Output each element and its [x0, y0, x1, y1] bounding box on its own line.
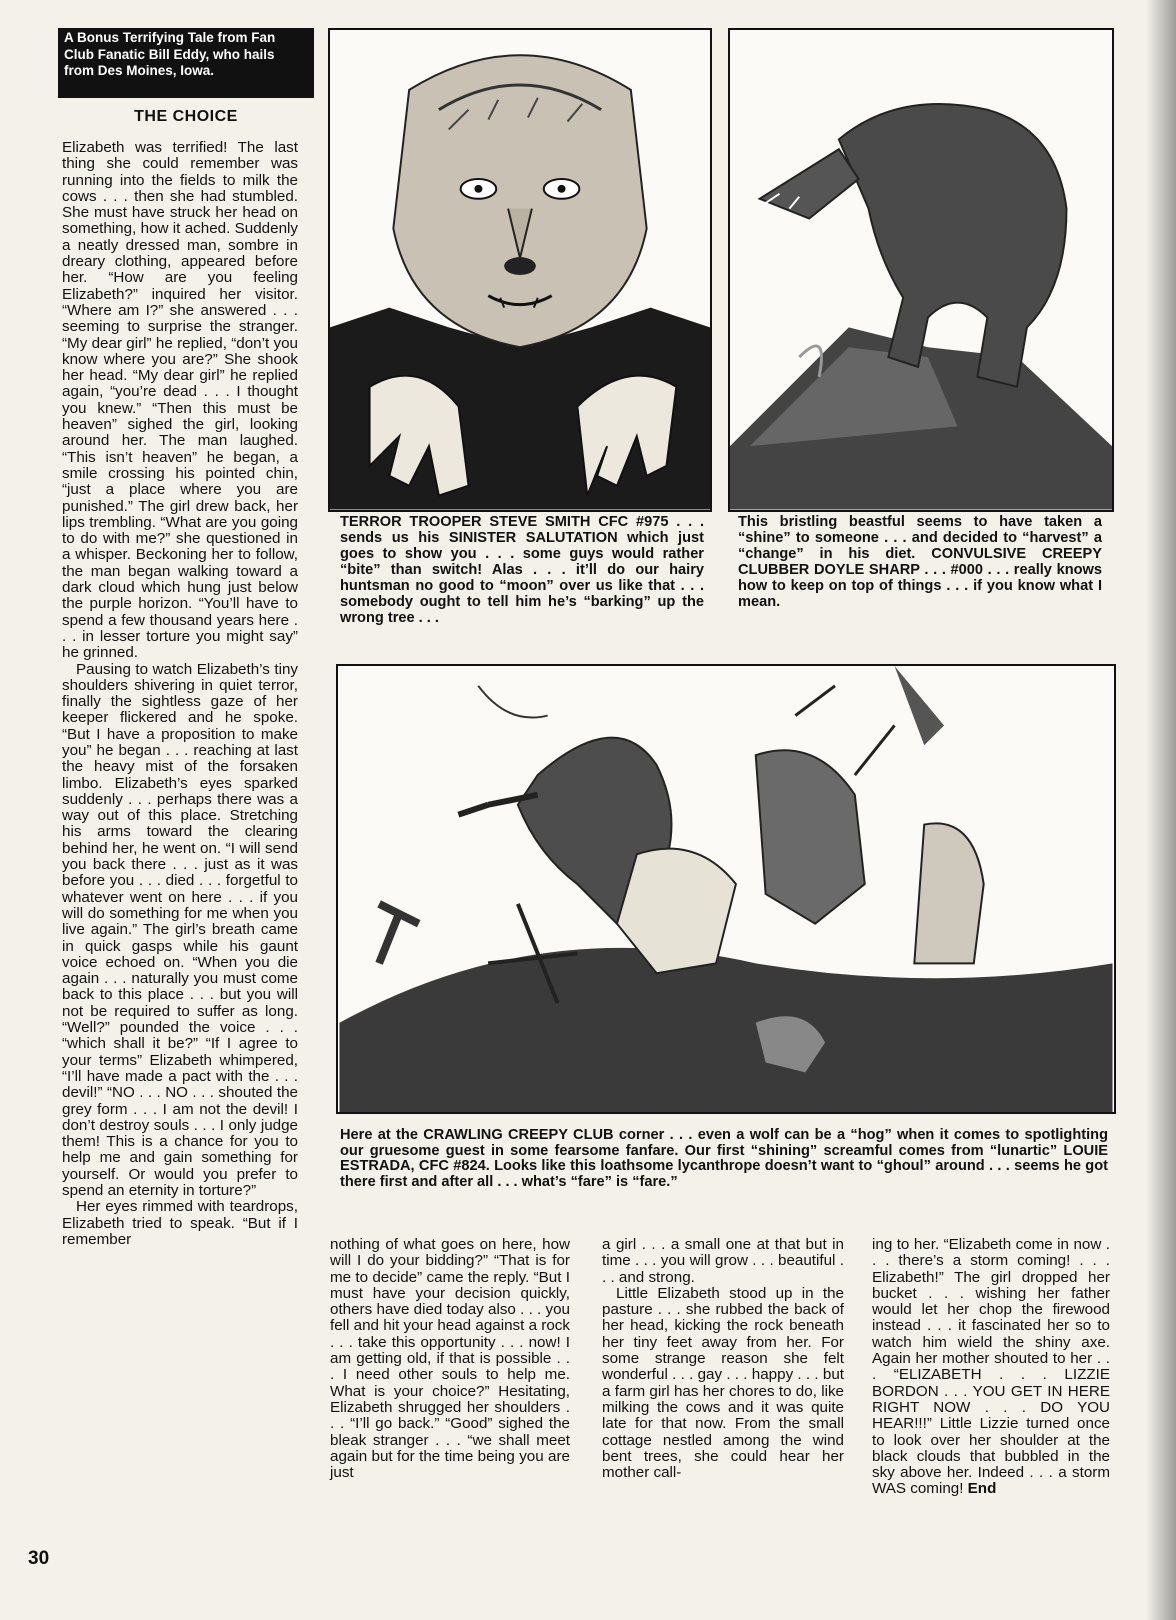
story-column-2 — [330, 1237, 570, 1481]
story-column-4 — [872, 1237, 1110, 1498]
caption-panel-3: Here at the CRAWLING CREEPY CLUB corner . . . even a wolf can be a “hog” when it comes to spotlighting our gruesome guest in some fearsome fanfare. Our first “shining” screamful comes from “lunartic” LOUIE ESTRADA, CFC #824. Looks like this loathsome lycanthrope doesn’t want to “ghoul” around . . . seems he got there first and after all . . . what’s “fare” is “fare.” — [340, 1127, 1108, 1190]
story-paragraph: nothing of what goes on here, how will I do your bidding?” “That is for me to decide” came the reply. “But I must have your decision quickly, others have died today also . . . you fell and hit your head against a rock . . . take this opportunity . . . now! I am getting old, if that is possible . . . I need other souls to help me. What is your choice?” Hesitating, Elizabeth shrugged her shoulders . . . “I’ll go back.” “Good” sighed the bleak stranger . . . “we shall meet again but for the time being you are just — [330, 1236, 570, 1482]
story-paragraph: a girl . . . a small one at that but in time . . . you will grow . . . beautiful . . . and strong. — [602, 1236, 844, 1286]
story-title: THE CHOICE — [134, 108, 238, 125]
intro-box: A Bonus Terrifying Tale from Fan Club Fanatic Bill Eddy, who hails from Des Moines, Iowa. — [58, 28, 314, 98]
werewolf-rock-illustration — [730, 30, 1112, 510]
page-number: 30 — [28, 1548, 50, 1569]
caption-panel-2: This bristling beastful seems to have taken a “shine” to someone . . . and decided to “harvest” a “change” in his diet. CONVULSIVE CREEPY CLUBBER DOYLE SHARP . . . #000 . . . really knows how to keep on top of things . . . if you know what I mean. — [738, 514, 1102, 610]
scan-shadow — [1146, 0, 1176, 1620]
artwork-wolfman-portrait — [328, 28, 712, 512]
story-paragraph: Elizabeth was terrified! The last thing she could remember was running into the fields to milk the cows . . . then she had stumbled. She must have struck her head on something, how it ached. Suddenly a neatly dressed man, sombre in dreary clothing, appeared before her. “How are you feeling Elizabeth?” inquired her visitor. “Where am I?” she answered . . . seeming to surprise the stranger. “My dear girl” he replied, “don’t you know where you are?” She shook her head. “My dear girl” he replied again, “you’re dead . . . I thought you knew.” “Then this must be heaven” sighed the girl, looking around her. The man laughed. “This isn’t heaven” he began, a smile crossing his pointed chin, “just a place where you are punished.” The girl drew back, her lips trembling. “What are you going to do with me?” she questioned in a whisper. Beckoning her to follow, the man began walking toward a dark cloud which hung just below the purple horizon. “You’ll have to spend a few thousand years here . . . in lesser torture you might say” he grinned. — [62, 139, 298, 662]
caption-panel-1: TERROR TROOPER STEVE SMITH CFC #975 . . . sends us his SINISTER SALUTATION which just goes to show you . . . some guys would rather “bite” than switch! Alas . . . it’ll do our hairy huntsman no good to “moon” over us like that . . . somebody ought to tell him he’s “barking” up the wrong tree . . . — [340, 514, 704, 626]
story-text: ing to her. “Elizabeth come in now . . . there’s a storm coming! . . . Elizabeth!” The girl dropped her bucket . . . wishing her father would let her chop the firewood instead . . . it fascinated her so to watch him wield the shiny axe. Again her mother shouted to her . . . “ELIZABETH . . . LIZZIE BORDON . . . YOU GET IN HERE RIGHT NOW . . . DO YOU HEAR!!!” Little Lizzie turned once to look over her shoulder at the black clouds that bubbled in the sky above her. Indeed . . . a storm WAS coming! — [872, 1236, 1110, 1498]
story-paragraph: Pausing to watch Elizabeth’s tiny shoulders shivering in quiet terror, finally the sightless gaze of her keeper flickered and he spoke. “But I have a proposition to make you” he began . . . reaching at last the heavy mist of the forsaken limbo. Elizabeth’s eyes sparked suddenly . . . perhaps there was a way out of this place. Stretching his arms toward the clearing behind her, he went on. “I will send you back there . . . just as it was before you . . . died . . . forgetful to whatever went on here . . . if you will do something for me when you live again.” The girl’s breath came in quick gasps while his gaunt voice echoed on. “When you die again . . . naturally you must come back to this place . . . but you will not be required to suffer as long. “Well?” pounded the voice . . . “which shall it be?” “If I agree to your terms” Elizabeth whimpered, “I’ll have made a pact with the . . . devil!” “NO . . . NO . . . shouted the grey form . . . I am not the devil! I don’t destroy souls . . . I only judge them! This is a chance for you to help me and gain something for yourself. Or would you prefer to spend an eternity in torture?” — [62, 660, 298, 1199]
story-paragraph: Little Elizabeth stood up in the pasture . . . she rubbed the back of her head, kicking the rock beneath her tiny feet away from her. For some strange reason she felt wonderful . . . gay . . . happy . . . but a farm girl has her chores to do, like milking the cows and it was quite late for that now. From the small cottage nestled among the wind bent trees, she could hear her mother call- — [602, 1284, 844, 1482]
wolfman-illustration — [330, 30, 710, 510]
story-column-1 — [62, 140, 298, 1248]
story-paragraph — [872, 1237, 1110, 1498]
story-column-3 — [602, 1237, 844, 1481]
artwork-werewolf-rock — [728, 28, 1114, 512]
artwork-graveyard-fight — [336, 664, 1116, 1114]
story-paragraph: Her eyes rimmed with teardrops, Elizabeth tried to speak. “But if I remember — [62, 1198, 298, 1248]
end-mark: End — [967, 1480, 997, 1498]
graveyard-fight-illustration — [338, 666, 1114, 1112]
